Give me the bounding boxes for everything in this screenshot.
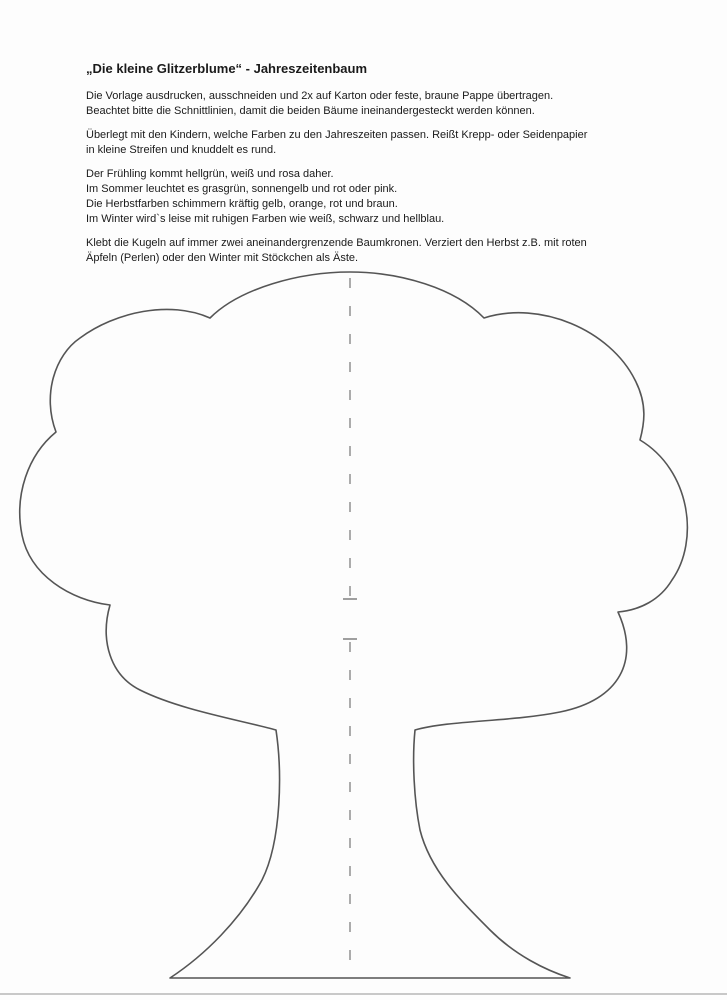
scan-edge-divider	[0, 993, 727, 995]
paragraph-preparation	[86, 89, 686, 119]
text-line-spring: Der Frühling kommt hellgrün, weiß und rosa daher.	[86, 168, 334, 180]
text-line: Überlegt mit den Kindern, welche Farben zu den Jahreszeiten passen. Reißt Krepp- oder Seidenpapier	[86, 129, 588, 141]
text-line: in kleine Streifen und knuddelt es rund.	[86, 144, 277, 156]
text-line: Klebt die Kugeln auf immer zwei aneinandergrenzende Baumkronen. Verziert den Herbst z.B. mit roten	[86, 237, 587, 249]
text-line: Äpfeln (Perlen) oder den Winter mit Stöckchen als Äste.	[86, 252, 359, 264]
text-line-winter: Im Winter wird`s leise mit ruhigen Farben wie weiß, schwarz und hellblau.	[86, 213, 445, 225]
text-line-autumn: Die Herbstfarben schimmern kräftig gelb, orange, rot und braun.	[86, 198, 398, 210]
instructions-block	[86, 60, 686, 275]
text-line: Die Vorlage ausdrucken, ausschneiden und 2x auf Karton oder feste, braune Pappe übertragen.	[86, 90, 554, 102]
paragraph-seasons	[86, 167, 686, 227]
text-line: Beachtet bitte die Schnittlinien, damit die beiden Bäume ineinandergesteckt werden können.	[86, 105, 535, 117]
paragraph-colors-intro	[86, 128, 686, 158]
tree-outline	[20, 272, 688, 978]
page-title: „Die kleine Glitzerblume“ - Jahreszeitenbaum	[86, 61, 368, 76]
paragraph-decoration	[86, 236, 686, 266]
text-line-summer: Im Sommer leuchtet es grasgrün, sonnengelb und rot oder pink.	[86, 183, 398, 195]
